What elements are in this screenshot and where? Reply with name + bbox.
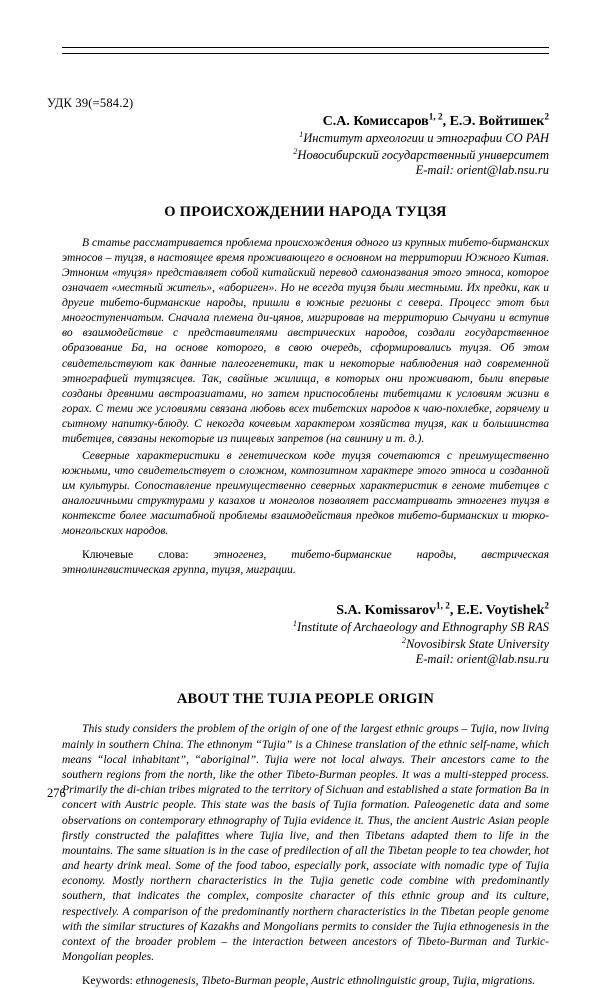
affiliation-en-2-marker: 2 [401, 635, 406, 645]
keywords-en [62, 973, 549, 988]
email-en[interactable]: E-mail: orient@lab.nsu.ru [415, 652, 549, 667]
affiliation-en-1 [62, 619, 549, 636]
article-content [62, 110, 549, 988]
author-ru-2: , Е.Э. Войтишек [442, 114, 545, 129]
english-block [62, 600, 549, 988]
affiliation-ru-2-marker: 2 [293, 146, 298, 156]
affiliation-en-1-marker: 1 [292, 619, 297, 629]
article-title-en: ABOUT THE TUJIA PEOPLE ORIGIN [176, 691, 435, 708]
keywords-en-label: Keywords: [82, 974, 136, 988]
udk-code: УДК 39(=584.2) [47, 96, 134, 110]
author-ru-1: С.А. Комиссаров [322, 114, 429, 129]
affiliation-ru-1-label: Институт археологии и этнографии СО РАН [303, 131, 549, 145]
affiliation-ru-2 [62, 147, 549, 164]
keywords-ru-label: Ключевые слова: [82, 548, 214, 562]
keywords-ru-body: этногенез, тибето-бирманские народы, австрическая этнолингвистическая группа, туцзя, миграции. [62, 548, 550, 577]
header-rule-bottom [62, 53, 549, 54]
email-ru[interactable]: E-mail: orient@lab.nsu.ru [415, 163, 549, 177]
author-en-2: , E.E. Voytishek [449, 603, 545, 619]
affiliation-en-1-label: Institute of Archaeology and Ethnography SB RAS [296, 620, 549, 635]
author-ru-2-affil-marker: 2 [544, 111, 549, 122]
header-rule-top [62, 47, 549, 48]
affiliation-ru-1 [62, 130, 549, 147]
keywords-ru [62, 547, 549, 577]
author-en-1-affil-marker: 1, 2 [435, 600, 450, 611]
page-number: 276 [47, 786, 66, 800]
author-en-2-affil-marker: 2 [544, 600, 549, 611]
article-title-ru: О ПРОИСХОЖДЕНИИ НАРОДА ТУЦЗЯ [164, 204, 447, 220]
authors-ru [62, 111, 549, 130]
abstract-en: This study considers the problem of the origin of one of the largest ethnic groups – Tujia, now living mainly in southern China. The ethnonym “Tujia” is a Chinese translation of the ethnic self-name, which means “local inhabitant”, “aboriginal”. Tujia were not local always. Their ancestors came to the southern regions from the north, like the other Tibeto-Burman peoples. It was a multi-stepped process. Primarily the di-chian tribes migrated to the territory of Sichuan and established a state formation Ba in concert with Austric people. This state was the basis of Tujia formation. Paleogenetic data and some observations on contemporary ethnography of Tujia evidence it. Thus, the ancient Austric Asian people firstly constructed the palafittes where Tujia live, and then Tibetans adapted them to life in the mountains. The same situation is in the case of predilection of all the Tibetan people to tea chowder, hot and hearty drink meal. Some of the food taboo, especially pork, associate with nomadic type of Tujia economy. Mostly northern characteristics in the Tujia genetic code combine with predominantly southern, that indicates the complex, composite character of this ethnic group and its culture, respectively. A comparison of the predominantly northern characteristics in the Tibetan people genome with the similar structures of Kazakhs and Mongolians permits to consider the Tujia ethnogenesis in the context of the broader problem – the interaction between ancestors of Tibeto-Burman and Turkic-Mongolian peoples. [62, 722, 549, 964]
keywords-en-body: ethnogenesis, Tibeto-Burman people, Austric ethnolinguistic group, Tujia, migrations. [135, 974, 536, 988]
abstract-ru-paragraph-1: В статье рассматривается проблема происхождения одного из крупных тибето-бирманских этносов – туцзя, в настоящее время проживающего в основном на территории Южного Китая. Этноним «туцзя» представляет собой китайский перевод самоназвания этого этноса, которое означает «местный житель», «абориген». Но не всегда туцзя были местными. Их предки, как и другие тибето-бирманские народы, пришли в южные регионы с севера. Процесс этот был многоступенчатым. Сначала племена ди-цянов, мигрировав на территорию Сычуани и вступив во взаимодействие с представителями австрических народов, создали государственное образование Ба, на основе которого, в свою очередь, сформировались туцзя. Об этом свидетельствуют как данные палеогенетики, так и некоторые наблюдения над современной этнографией тутцзясцев. Так, свайные жилища, в которых они проживают, были впервые созданы древними австроазиатами, но затем приспособлены тибетцами к условиям жизни в горах. С теми же условиями связана любовь всех тибетских народов к чаю-похлебке, горячему и сытному напитку-блюду. С некогда кочевым характером хозяйства туцзя, как и большинства тибетцев, связаны некоторые из пищевых запретов (на свинину и т. д.). [62, 236, 549, 445]
affiliation-ru-2-label: Новосибирский государственный университет [297, 147, 549, 162]
author-ru-1-affil-marker: 1, 2 [428, 111, 443, 122]
affiliation-en-2-label: Novosibirsk State University [405, 636, 549, 651]
authors-en [62, 600, 549, 619]
affiliation-ru-1-marker: 1 [299, 129, 304, 139]
author-en-1: S.A. Komissarov [336, 603, 436, 619]
abstract-ru-paragraph-2: Северные характеристики в генетическом коде туцзя сочетаются с преимущественно южными, что свидетельствует о сложном, композитном характере этого этноса и созданной им культуры. Сопоставление преимущественно северных характеристик в геноме тибетцев с аналогичными структурами у казахов и монголов позволяет рассматривать этногенез туцзя в контексте более масштабной проблемы взаимодействия предков тибето-бирманских и тюрко-монгольских народов. [62, 448, 549, 538]
affiliation-en-2 [62, 636, 549, 653]
